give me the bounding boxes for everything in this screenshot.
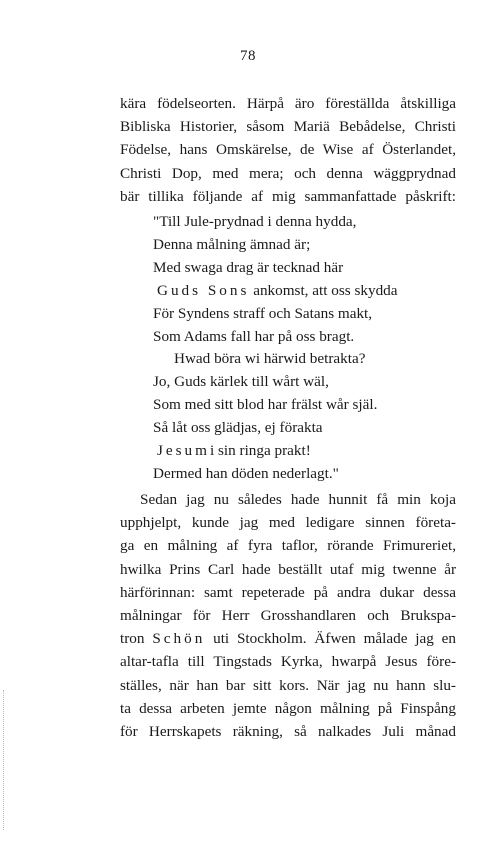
poem-line-jesum [153, 440, 398, 463]
text-line: ga en målning af fyra taflor, rörande Frimureriet, [120, 537, 456, 555]
text-line: tron Schön uti Stockholm. Äfwen målade jag en [120, 630, 457, 648]
text-line: ställes, när han bar sitt kors. När jag nu hann slu- [120, 676, 456, 694]
text-line: bär tillika följande af mig sammanfattade påskrift: [120, 187, 456, 205]
poem-line: Dermed han döden nederlagt." [153, 464, 339, 482]
text-line: kära födelseorten. Härpå äro föreställda åtskilliga [120, 95, 456, 112]
page-edge-mark [3, 690, 5, 830]
poem-line: "Till Jule-prydnad i denna hydda, [153, 213, 357, 230]
text-line: ta dessa arbeten jemte någon målning på Finspång [120, 699, 456, 717]
poem-line: Denna målning ämnad är; [153, 235, 311, 253]
text-line: hwilka Prins Carl hade beställt utaf mig twenne år [120, 560, 456, 578]
text-line: härförinnan: samt repeterade på andra dukar dessa [120, 583, 456, 601]
text-line: Födelse, hans Omskärelse, de Wise af Österlandet, [120, 141, 456, 159]
text-line: altar-tafla till Tingstads Kyrka, hwarpå Jesus före- [120, 653, 456, 671]
poem-line: Som Adams fall har på oss bragt. [153, 327, 355, 345]
spaced-name-schon: Schön [152, 630, 206, 648]
poem-line: Jo, Guds kärlek till wårt wäl, [153, 373, 329, 391]
text-line: Bibliska Historier, såsom Mariä Bebådelse, Christi [120, 118, 456, 136]
text-line: för Herrskapets räkning, så nalkades Juli månad [120, 723, 456, 741]
poem-line-rest: ankomst, att oss skydda [249, 281, 398, 299]
text-line: upphjelpt, kunde jag med ledigare sinnen företa- [120, 514, 456, 532]
poem-line-rest: i sin ringa prakt! [209, 442, 311, 460]
poem-line: För Syndens straff och Satans makt, [153, 304, 373, 322]
page-number: 78 [240, 48, 256, 64]
poem-line: Som med sitt blod har frälst wår själ. [153, 396, 378, 414]
text-line: Sedan jag nu således hade hunnit få min koja [140, 491, 456, 508]
text-line: Christi Dop, med mera; och denna wäggprydnad [120, 164, 456, 182]
text-line: målningar för Herr Grosshandlaren och Brukspa- [120, 607, 456, 625]
spaced-name-jesum: Jesum [157, 442, 210, 460]
paragraph-2 [120, 488, 456, 743]
inscription-poem [153, 211, 398, 486]
paragraph-1 [120, 92, 456, 208]
poem-line: Hwad böra wi härwid betrakta? [174, 350, 366, 368]
poem-line: Så låt oss glädjas, ej förakta [153, 419, 323, 437]
poem-line: Med swaga drag är tecknad här [153, 258, 344, 276]
poem-line-guds-sons [153, 280, 398, 303]
spaced-name-guds-sons: Guds Sons [157, 281, 250, 299]
